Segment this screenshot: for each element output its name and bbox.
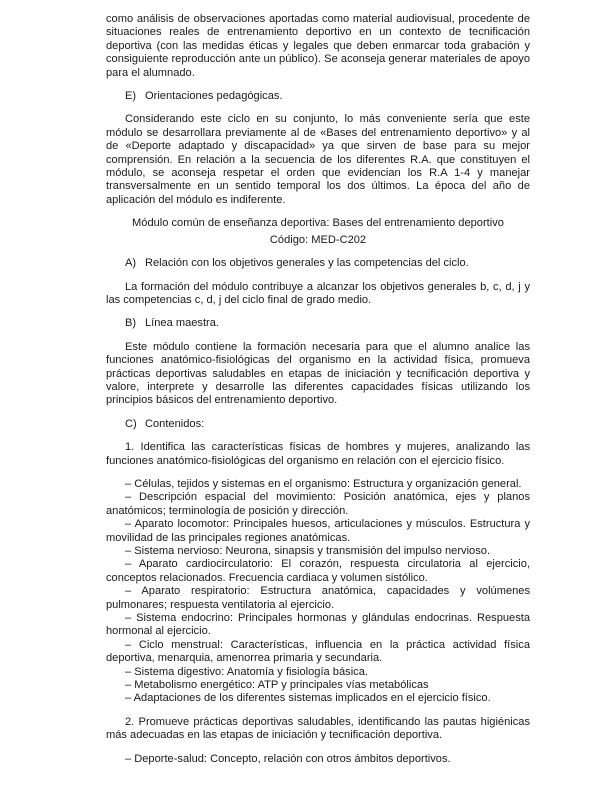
list-item: – Ciclo menstrual: Características, influencia en la práctica actividad física deportiva, menarquia, amenorrea primaria y secundaria. bbox=[106, 638, 530, 665]
content-1-list bbox=[106, 478, 530, 706]
section-e-heading bbox=[106, 90, 530, 103]
list-item: – Células, tejidos y sistemas en el organismo: Estructura y organización general. bbox=[125, 477, 522, 490]
section-b-letter: B) bbox=[125, 317, 137, 330]
section-e-title: Orientaciones pedagógicas. bbox=[145, 90, 283, 103]
section-c-heading bbox=[106, 418, 530, 431]
content-2-list bbox=[106, 753, 530, 766]
list-item: – Aparato locomotor: Principales huesos, articulaciones y músculos. Estructura y movilidad de las principales regiones anatómicas. bbox=[106, 518, 530, 544]
section-c-title: Contenidos: bbox=[145, 417, 205, 430]
module-title: Módulo común de enseñanza deportiva: Bases del entrenamiento deportivo bbox=[132, 217, 504, 230]
list-item: – Descripción espacial del movimiento: Posición anatómica, ejes y planos anatómicos; terminología de posición y dirección. bbox=[106, 491, 530, 517]
module-heading bbox=[106, 217, 530, 247]
section-e-body: Considerando este ciclo en su conjunto, lo más conveniente sería que este módulo se desarrollara previamente al de «Bases del entrenamiento deportivo» y al de «Deporte adaptado y discapacidad» ya que sirven de base para su mejor comprensión. En relación a la secuencia de los diferentes R.A. que constituyen el módulo, se aconseja respetar el orden que evidencian los R.A 1-4 y manejar transversalmente en un sentido temporal los dos últimos. La época del año de aplicación del módulo es indiferente. bbox=[106, 113, 530, 206]
section-a-heading bbox=[106, 257, 530, 270]
content-2-heading: 2. Promueve prácticas deportivas saludables, identificando las pautas higiénicas más adecuadas en las etapas de iniciación y tecnificación deportiva. bbox=[106, 715, 530, 742]
section-a-title: Relación con los objetivos generales y las competencias del ciclo. bbox=[145, 257, 469, 270]
intro-paragraph: como análisis de observaciones aportadas como material audiovisual, procedente de situaciones reales de entrenamiento deportivo en un contexto de tecnificación deportiva (con las medidas éticas y legales que deben enmarcar toda grabación y consiguiente reproducción ante un público). Se aconseja generar materiales de apoyo para el alumnado. bbox=[106, 13, 530, 79]
section-b-body: Este módulo contiene la formación necesaria para que el alumno analice las funciones anatómico-fisiológicas del organismo en la actividad física, promueva prácticas deportivas saludables en etapas de iniciación y tecnificación deportiva y valore, interprete y desarrolle las diferentes capacidades físicas utilizando los principios básicos del entrenamiento deportivo. bbox=[106, 340, 530, 407]
list-item: – Sistema digestivo: Anatomía y fisiología básica. bbox=[125, 665, 368, 678]
section-c-letter: C) bbox=[125, 417, 137, 430]
section-b-title: Línea maestra. bbox=[145, 317, 219, 330]
list-item: – Aparato respiratorio: Estructura anatómica, capacidades y volúmenes pulmonares; respuesta ventilatoria al ejercicio. bbox=[106, 585, 530, 611]
section-a-letter: A) bbox=[125, 257, 137, 270]
section-e-letter: E) bbox=[125, 90, 137, 103]
section-b-heading bbox=[106, 317, 530, 330]
list-item: – Metabolismo energético: ATP y principales vías metabólicas bbox=[125, 679, 429, 692]
list-item: – Deporte-salud: Concepto, relación con otros ámbitos deportivos. bbox=[125, 752, 451, 765]
list-item: – Sistema endocrino: Principales hormonas y glándulas endocrinas. Respuesta hormonal al ejercicio. bbox=[106, 612, 530, 638]
section-a-body: La formación del módulo contribuye a alcanzar los objetivos generales b, c, d, j y las competencias c, d, j del ciclo final de grado medio. bbox=[106, 280, 530, 306]
list-item: – Sistema nervioso: Neurona, sinapsis y transmisión del impulso nervioso. bbox=[125, 545, 491, 557]
list-item: – Adaptaciones de los diferentes sistemas implicados en el ejercicio físico. bbox=[125, 692, 491, 705]
module-code: Código: MED-C202 bbox=[269, 233, 367, 246]
content-1-heading: 1. Identifica las características físicas de hombres y mujeres, analizando las funciones anatómico-fisiológicas del organismo en relación con el ejercicio físico. bbox=[106, 441, 530, 467]
document-page bbox=[106, 13, 530, 766]
list-item: – Aparato cardiocirculatorio: El corazón, respuesta circulatoria al ejercicio, conceptos relacionados. Frecuencia cardiaca y volumen sistólico. bbox=[106, 558, 530, 584]
